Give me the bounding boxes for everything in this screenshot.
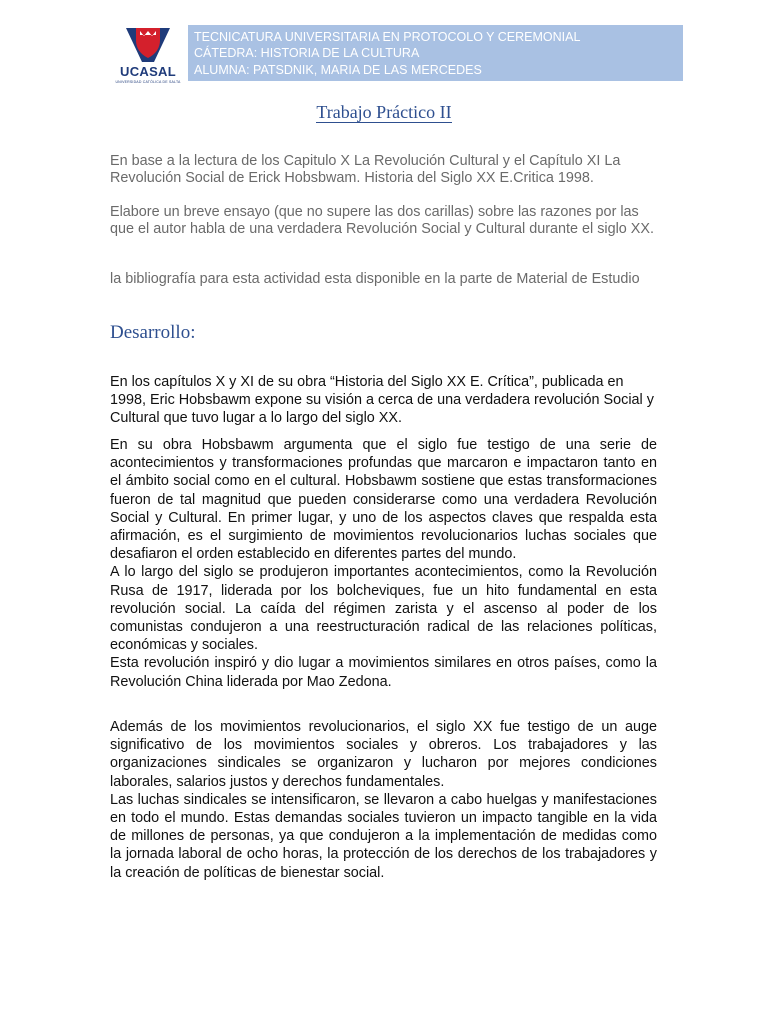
instructions-paragraph-2: Elabore un breve ensayo (que no supere las dos carillas) sobre las razones por las que el autor habla de una verdadera Revolución Social y Cultural durante el siglo XX. (110, 204, 654, 237)
document-title (0, 102, 768, 123)
header-program: TECNICATURA UNIVERSITARIA EN PROTOCOLO Y CEREMONIAL (194, 30, 581, 44)
document-title-text: Trabajo Práctico II (316, 102, 452, 122)
header-student: ALUMNA: PATSDNIK, MARIA DE LAS MERCEDES (194, 63, 482, 77)
ucasal-logo (114, 24, 182, 94)
body-paragraph-group-3 (110, 718, 657, 882)
header-band (188, 25, 683, 81)
body-paragraph-4: Esta revolución inspiró y dio lugar a movimientos similares en otros países, como la Revolución China liderada por Mao Zedona. (110, 655, 657, 690)
instructions-paragraph-1: En base a la lectura de los Capitulo X La Revolución Cultural y el Capítulo XI La Revolución Social de Erick Hobsbwam. Historia del Siglo XX E.Critica 1998. (110, 153, 621, 186)
body-paragraph-1-text: En los capítulos X y XI de su obra “Historia del Siglo XX E. Crítica”, publicada en 1998, Eric Hobsbawm expone su visión a cerca de una verdadera revolución Social y Cultural que tuvo lugar a lo largo del siglo XX. (110, 374, 654, 427)
body-paragraph-3: A lo largo del siglo se produjeron importantes acontecimientos, como la Revolución Rusa de 1917, liderada por los bolcheviques, fue un hito fundamental en esta revolución social. La caída del régimen zarista y el ascenso al poder de los comunistas condujeron a una reestructuración radical de las relaciones políticas, económicas y sociales. (110, 564, 657, 654)
section-heading: Desarrollo: (110, 322, 196, 343)
body-paragraph-1 (110, 373, 657, 428)
ucasal-shield-icon (114, 24, 182, 64)
body-paragraph-6: Las luchas sindicales se intensificaron, se llevaron a cabo huelgas y manifestaciones en todo el mundo. Estas demandas sociales tuvieron un impacto tangible en la vida de millones de personas, ya que condujeron a la implementación de medidas como la jornada laboral de ocho horas, la protección de los derechos de los trabajadores y la creación de políticas de bienestar social. (110, 791, 657, 881)
logo-subtitle: UNIVERSIDAD CATÓLICA DE SALTA (115, 80, 181, 84)
body-paragraph-2: En su obra Hobsbawm argumenta que el siglo fue testigo de una serie de acontecimientos y transformaciones profundas que marcaron e impactaron tanto en el ámbito social como en el cultural. Hobsbawm sostiene que estas transformaciones fueron de tal magnitud que pueden considerarse como una verdadera Revolución Social y Cultural. En primer lugar, y uno de los aspectos claves que respalda esta afirmación, es el surgimiento de movimientos revolucionarios luchas sociales que desafiaron el orden establecido en diferentes partes del mundo. (110, 437, 657, 563)
body-paragraph-group-2 (110, 436, 657, 691)
logo-wordmark: UCASAL (120, 64, 176, 79)
header-course: CÁTEDRA: HISTORIA DE LA CULTURA (194, 46, 420, 60)
body-paragraph-5: Además de los movimientos revolucionarios, el siglo XX fue testigo de un auge significativo de los movimientos sociales y obreros. Los trabajadores y las organizaciones sindicales se organizaron y lucharon por mejores condiciones laborales, salarios justos y derechos fundamentales. (110, 719, 657, 790)
instructions-paragraph-3: la bibliografía para esta actividad esta disponible en la parte de Material de Estudio (110, 271, 640, 287)
